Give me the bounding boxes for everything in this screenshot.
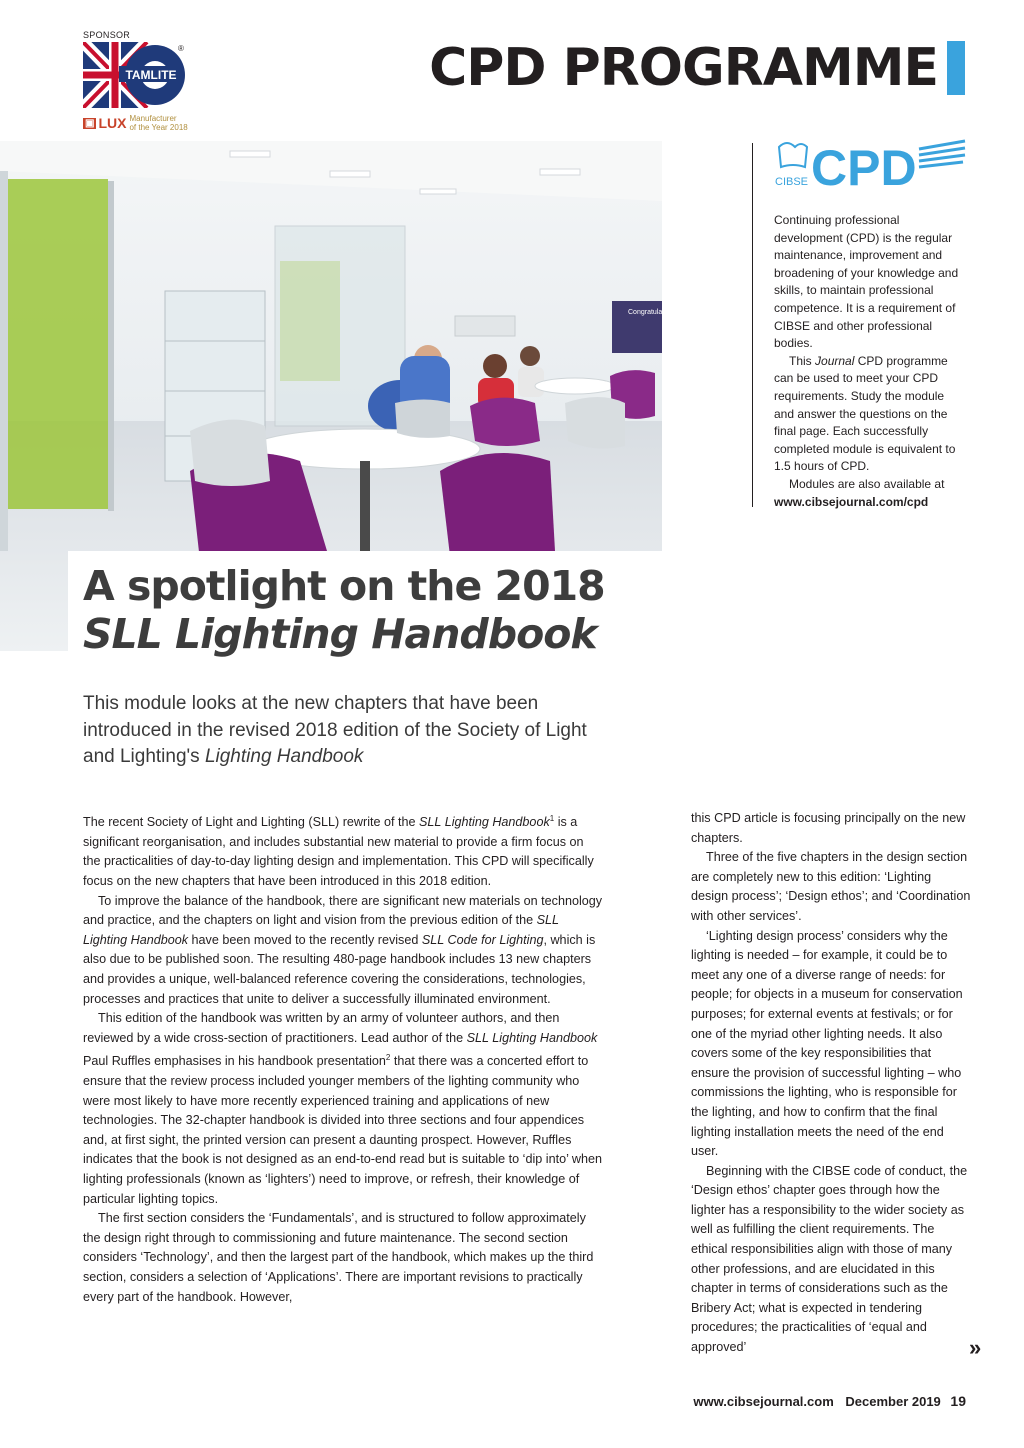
tamlite-logo [83, 42, 185, 108]
lux-award-badge [83, 114, 188, 132]
lux-award-line2: of the Year 2018 [129, 123, 188, 132]
cibse-logo-text: CIBSE [775, 176, 809, 188]
body-paragraph [83, 809, 603, 892]
svg-text:®: ® [178, 44, 184, 53]
body-paragraph: The first section considers the ‘Fundamentals’, and is structured to follow approximately the design right through to commissioning and future maintenance. The second section considers ‘Technology’, and then the largest part of the handbook, which makes up the third section, considers a selection of ‘Applications’. There are important revisions to practically every part of the handbook. However, [83, 1211, 594, 1304]
body-paragraph: ‘Lighting design process’ considers why the lighting is needed – for example, it could be to meet any one of a diverse range of needs: for people; for objects in a museum for conservation purposes; for external events at festivals; or for one of the myriad other lighting needs. It also covers some of the key responsibilities that ensure the provision of successful lighting – who commissions the lighting, who is responsible for the lighting, and how to confirm that the final lighting installation meets the need of the end user. [691, 928, 963, 1159]
article-title-italic: SLL Lighting Handbook [83, 610, 597, 658]
cpd-info-box [774, 212, 964, 511]
page-number: 19 [950, 1393, 966, 1409]
body-text-run: Paul Ruffles emphasises in his handbook presentation [83, 1054, 386, 1069]
body-paragraph [83, 892, 603, 1010]
cibse-crest-icon [779, 143, 807, 167]
body-text-run: The recent Society of Light and Lighting (SLL) rewrite of the [83, 815, 420, 830]
lux-award-mark: LUX [98, 115, 127, 131]
standfirst-text: This module looks at the new chapters that have been introduced in the revised 2018 edition of the Society of Light and Lighting's [83, 693, 587, 767]
body-text-run: is a significant reorganisation, and includes substantial new material to provide a firm focus on the practicalities of day-to-day lighting design and implementation. This CPD will specifically focus on the new chapters that have been introduced in this 2018 edition. [83, 815, 594, 888]
lux-award-text [129, 114, 187, 132]
tamlite-logo-text: TAMLITE [125, 68, 177, 82]
cpd-paragraph: Modules are also available at [789, 476, 945, 491]
body-text-run: that there was a concerted effort to ensure that the review process included younger members of the lighting community who were most likely to have more recently experienced training and applications of new technologies. The 32-chapter handbook is divided into three sections and four appendices and, at first sight, the printed version can present a daunting prospect. However, Ruffles indicates that the book is not designed as an end-to-end read but is suitable to ‘dip into’ when lighting professionals (known as ‘lighters’) need to improve, or refresh, their knowledge of particular lighting topics. [83, 1054, 603, 1206]
body-text-italic: SLL Code for Lighting [421, 932, 544, 947]
body-text-run: , which is also due to be published soon. The resulting 480-page handbook includes 13 new chapters and provides a unique, well-balanced reference covering the considerations, technologies, processes and practices that unite to deliver a successfully illuminated environment. [83, 932, 596, 1006]
reference-superscript: 1 [549, 814, 555, 823]
section-accent-bar [947, 41, 965, 95]
sponsor-label: SPONSOR [83, 30, 131, 40]
lux-award-icon: ▣ [85, 117, 95, 129]
cpd-logo-text: CPD [811, 140, 917, 193]
article-standfirst [83, 691, 623, 771]
lux-award-line1: Manufacturer [129, 114, 177, 123]
body-paragraph: Three of the five chapters in the design section are completely new to this edition: ‘Lighting design process’; ‘Design ethos’; and ‘Coordination with other services’. [691, 850, 971, 923]
screen-text: Congratula [628, 309, 662, 316]
article-title-main: A spotlight on the 2018 [83, 562, 605, 610]
cpd-paragraph: Continuing professional development (CPD) is the regular maintenance, improvement and broadening of your knowledge and skills, to maintain professional competence. It is a requirement of CIBSE and other professional bodies. [774, 213, 959, 351]
body-text-italic: SLL Lighting Handbook [83, 913, 559, 947]
article-title [83, 562, 683, 658]
body-column-left [83, 809, 603, 1307]
footer-issue: December 2019 [845, 1394, 941, 1409]
cpd-paragraph [774, 353, 964, 476]
body-paragraph: Beginning with the CIBSE code of conduct, the ‘Design ethos’ chapter goes through how the lighter has a responsibility to the wider society as well as fulfilling the client requirements. The ethical responsibilities align with those of many other professions, and are elucidated in this chapter in terms of considerations such as the Bribery Act; what is expected in tendering procedures; the practicalities of ‘equal and approved’ [691, 1163, 968, 1355]
page-section-title: CPD PROGRAMME [429, 38, 938, 98]
footer-site: www.cibsejournal.com [693, 1394, 834, 1409]
cpd-url-link[interactable]: www.cibsejournal.com/cpd [774, 494, 929, 509]
page-footer [693, 1393, 966, 1409]
cpd-divider [752, 143, 753, 507]
body-paragraph [83, 1009, 603, 1209]
body-text-run: have been moved to the recently revised [188, 932, 422, 947]
body-column-right [691, 809, 971, 1358]
body-text-run: This edition of the handbook was written by an army of volunteer authors, and then reviewed by a wide cross-section of practitioners. Lead author of the [83, 1011, 560, 1045]
body-text-italic: SLL Lighting Handbook [466, 1030, 598, 1045]
body-text-run: To improve the balance of the handbook, there are significant new materials on technology and practice, and the chapters on light and vision from the previous edition of the [83, 893, 603, 928]
cpd-text-run: This [789, 353, 816, 368]
body-paragraph: this CPD article is focusing principally on the new chapters. [691, 811, 966, 845]
body-text-italic: SLL Lighting Handbook [419, 815, 550, 830]
reference-superscript: 2 [385, 1053, 391, 1063]
cibse-cpd-logo [773, 137, 968, 193]
cpd-text-run: CPD programme can be used to meet your CPD requirements. Study the module and answer the questions on the final page. Each successfully completed module is equivalent to 1.5 hours of CPD. [774, 353, 956, 474]
continue-arrow-icon: » [969, 1335, 982, 1360]
cpd-text-italic: Journal [815, 353, 855, 368]
standfirst-italic: Lighting Handbook [204, 746, 364, 767]
